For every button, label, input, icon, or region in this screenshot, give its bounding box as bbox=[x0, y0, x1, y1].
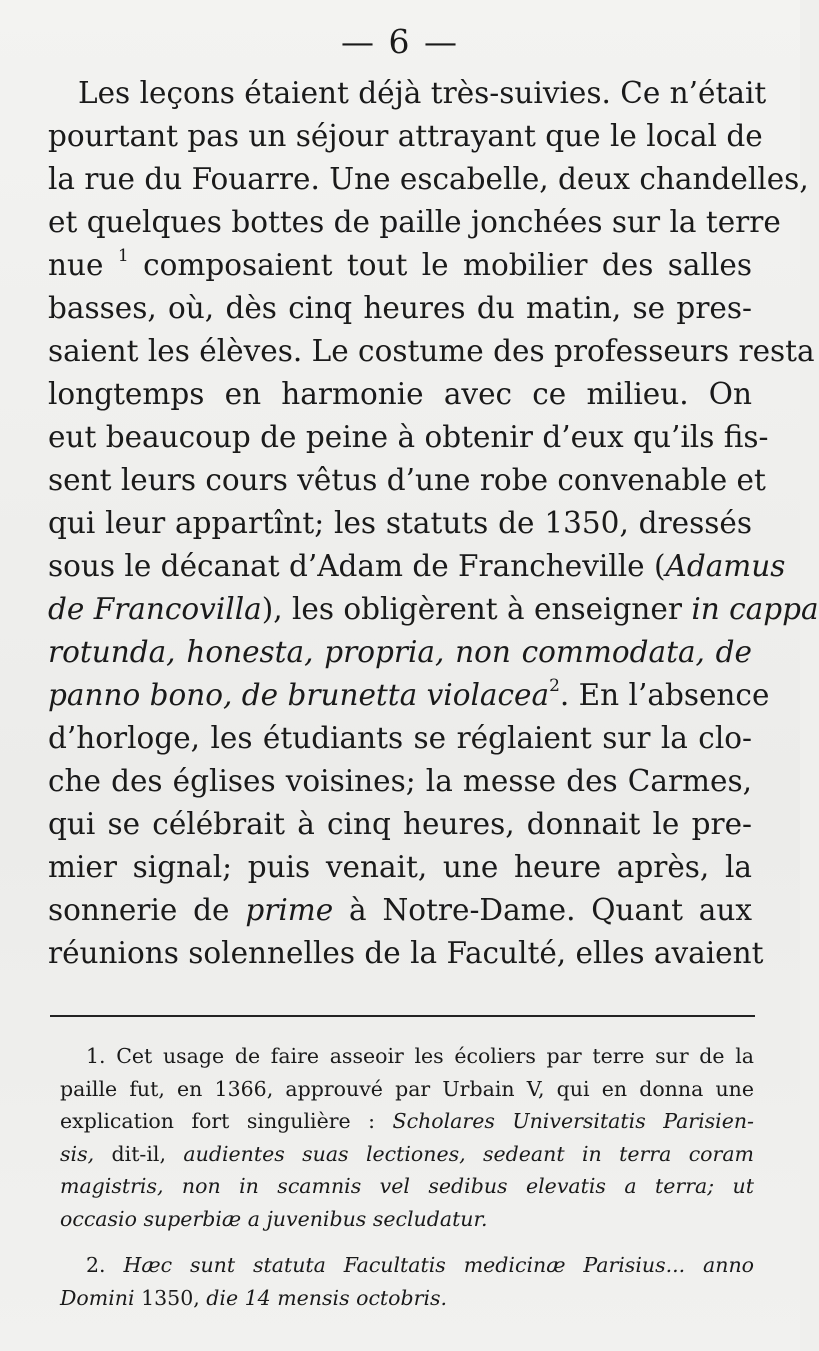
text-fragment: dit-il, bbox=[111, 1141, 166, 1166]
italic-fragment: in cappa bbox=[691, 592, 819, 626]
footnote-line bbox=[60, 1203, 754, 1236]
text-line: pourtant pas un séjour attrayant que le local de bbox=[48, 119, 763, 153]
footnote-marker: 1. bbox=[86, 1044, 106, 1068]
italic-fragment: Domini bbox=[60, 1285, 135, 1310]
footnote-line bbox=[60, 1105, 754, 1138]
text-line bbox=[48, 244, 752, 287]
text-line: Les leçons étaient déjà très-suivies. Ce n’était bbox=[78, 76, 767, 110]
text-line: mier signal; puis venait, une heure après, la bbox=[48, 850, 752, 884]
page-number: — 6 — bbox=[341, 22, 459, 61]
italic-fragment: occasio superbiæ a juvenibus secludatur. bbox=[60, 1206, 488, 1231]
text-line bbox=[48, 588, 819, 631]
italic-fragment: Adamus bbox=[665, 549, 786, 583]
footnote-line bbox=[60, 1170, 754, 1203]
text-fragment: sonnerie de bbox=[48, 893, 230, 927]
text-line: saient les élèves. Le costume des professeurs resta bbox=[48, 334, 815, 368]
text-fragment: sous le décanat d’Adam de Francheville ( bbox=[48, 549, 666, 583]
text-fragment: . En l’absence bbox=[559, 678, 770, 712]
text-line: longtemps en harmonie avec ce milieu. On bbox=[48, 377, 752, 411]
italic-fragment: Hæc sunt statuta Facultatis medicinæ Parisius... anno bbox=[123, 1253, 754, 1277]
text-line: d’horloge, les étudiants se réglaient sur la clo- bbox=[48, 721, 752, 755]
footnote-line bbox=[60, 1282, 754, 1315]
italic-fragment: sis, bbox=[60, 1141, 95, 1166]
italic-fragment: prime bbox=[245, 893, 334, 927]
text-line bbox=[48, 545, 786, 588]
text-line bbox=[48, 674, 770, 717]
italic-fragment: magistris, non in scamnis vel sedibus elevatis a terra; ut bbox=[60, 1174, 754, 1198]
footnotes bbox=[60, 1040, 754, 1314]
text-fragment: composaient tout le mobilier des salles bbox=[143, 248, 752, 282]
italic-fragment: rotunda, honesta, propria, non commodata, de bbox=[48, 635, 752, 669]
text-line: qui leur appartînt; les statuts de 1350, dressés bbox=[48, 506, 752, 540]
italic-fragment: die 14 mensis octobris. bbox=[206, 1285, 448, 1310]
text-fragment: ), les obligèrent à enseigner bbox=[261, 592, 682, 626]
footnote-ref-2: 2 bbox=[549, 676, 560, 696]
main-text bbox=[48, 72, 819, 975]
footnote-separator bbox=[50, 1015, 755, 1017]
italic-fragment: Scholares Universitatis Parisien- bbox=[392, 1109, 754, 1133]
text-line bbox=[48, 889, 752, 932]
text-line: eut beaucoup de peine à obtenir d’eux qu’ils fis- bbox=[48, 420, 769, 454]
text-fragment: nue bbox=[48, 248, 104, 282]
text-line: sent leurs cours vêtus d’une robe convenable et bbox=[48, 463, 766, 497]
text-fragment: à Notre-Dame. Quant aux bbox=[349, 893, 752, 927]
text-fragment: explication fort singulière : bbox=[60, 1109, 376, 1133]
text-line: che des églises voisines; la messe des Carmes, bbox=[48, 764, 752, 798]
text-line: et quelques bottes de paille jonchées sur la terre bbox=[48, 205, 781, 239]
text-fragment: 1350, bbox=[141, 1285, 200, 1310]
italic-fragment: panno bono, de brunetta violacea bbox=[48, 678, 550, 712]
footnote-line: paille fut, en 1366, approuvé par Urbain V, qui en donna une bbox=[60, 1076, 754, 1101]
text-line bbox=[48, 631, 752, 674]
text-line: basses, où, dès cinq heures du matin, se pres- bbox=[48, 291, 752, 325]
text-fragment: Cet usage de faire asseoir les écoliers par terre sur de la bbox=[116, 1044, 754, 1068]
footnote-marker: 2. bbox=[86, 1253, 106, 1277]
footnote-line bbox=[60, 1249, 754, 1282]
text-line: la rue du Fouarre. Une escabelle, deux chandelles, bbox=[48, 162, 809, 196]
footnote-ref-1: 1 bbox=[117, 246, 129, 266]
italic-fragment: de Francovilla bbox=[48, 592, 262, 626]
footnote-line bbox=[60, 1040, 754, 1073]
footnote-line bbox=[60, 1138, 754, 1171]
text-line: réunions solennelles de la Faculté, elles avaient bbox=[48, 936, 764, 970]
text-line: qui se célébrait à cinq heures, donnait le pre- bbox=[48, 807, 752, 841]
italic-fragment: audientes suas lectiones, sedeant in terra coram bbox=[183, 1141, 754, 1166]
